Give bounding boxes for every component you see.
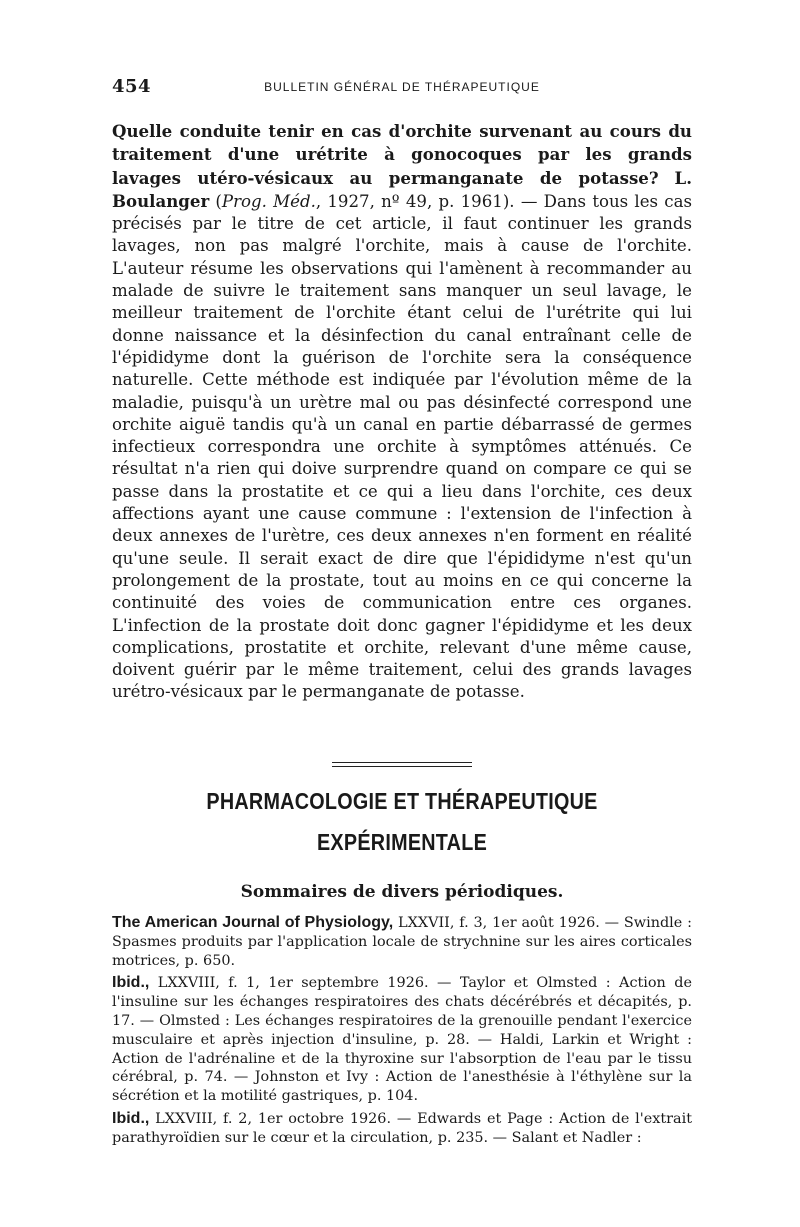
periodical-entry (112, 974, 692, 1106)
periodical-entries (112, 914, 692, 1152)
entry-text: LXXVIII, f. 2, 1er octobre 1926. — Edwards et Page : Action de l'extrait parathyroïdien sur le cœur et la circulation, p. 235. — Salant et Nadler : (112, 1110, 692, 1146)
article-paragraph: Quelle conduite tenir en cas d'orchite survenant au cours du traitement d'une urétrite à gonocoques par les grands lavages utéro-vésicaux au permanganate de potasse? L. Boulanger (Prog. Méd., 1927, nº 49, p. 1961). — Dans tous les cas précisés par le titre de cet article, il faut continuer les grands lavages, non pas malgré l'orchite, mais à cause de l'orchite. L'auteur résume les observations qui l'amènent à recommander au malade de suivre le traitement sans manquer un seul lavage, le meilleur traitement de l'orchite étant celui de l'urétrite qui lui donne naissance et la désinfection du canal entraînant celle de l'épididyme dont la guérison de l'orchite sera la conséquence naturelle. Cette méthode est indiquée par l'évolution même de la maladie, puisqu'à un urètre mal ou pas désinfecté correspond une orchite aiguë tandis qu'à un canal en partie débarrassé de germes infectieux correspondra une orchite à symptômes atténués. Ce résultat n'a rien qui doive surprendre quand on compare ce qui se passe dans la prostatite et ce qui a lieu dans l'orchite, ces deux affections ayant une cause commune : l'extension de l'infection à deux annexes de l'urètre, ces deux annexes n'en forment en réalité qu'une seule. Il serait exact de dire que l'épididyme n'est qu'un prolongement de la prostate, tout au moins en ce qui concerne la continuité des voies de communication entre ces organes. L'infection de la prostate doit donc gagner l'épididyme et les deux complications, prostatite et orchite, relevant d'une même cause, doivent guérir par le même traitement, celui des grands lavages urétro-vésicaux par le permanganate de potasse. (112, 121, 693, 702)
running-title: BULLETIN GÉNÉRAL DE THÉRAPEUTIQUE (264, 80, 540, 94)
article-source-journal: Prog. Méd. (221, 191, 316, 211)
article-abstract (112, 120, 692, 704)
section-title-line2: EXPÉRIMENTALE (316, 829, 488, 855)
entry-journal-lead: The American Journal of Physiology, (112, 914, 394, 931)
section-title-line1: PHARMACOLOGIE ET THÉRAPEUTIQUE (206, 788, 598, 814)
periodical-entry (112, 1110, 692, 1148)
article-question: Quelle conduite tenir en cas d'orchite survenant au cours du traitement d'une urétrite à gonocoques par les grands lavages utéro-vésicaux au permanganate de potasse? (112, 121, 692, 188)
section-divider-bottom (332, 766, 472, 767)
page-header (112, 76, 692, 100)
article-author: L. Boulanger (112, 167, 692, 211)
periodical-entry (112, 914, 692, 970)
section-subtitle: Sommaires de divers périodiques. (240, 882, 564, 902)
page-number: 454 (112, 76, 152, 97)
article-body: Dans tous les cas précisés par le titre de cet article, il faut continuer les grands lavages, non pas malgré l'orchite, mais à cause de l'orchite. L'auteur résume les observations qui l'amènent à recommander au malade de suivre le traitement sans manquer un seul lavage, le meilleur traitement de l'orchite étant celui de l'urétrite qui lui donne naissance et la désinfection du canal entraînant celle de l'épididyme dont la guérison de l'orchite sera la conséquence naturelle. Cette méthode est indiquée par l'évolution même de la maladie, puisqu'à un urètre mal ou pas désinfecté correspond une orchite aiguë tandis qu'à un canal en partie débarrassé de germes infectieux correspondra une orchite à symptômes atténués. Ce résultat n'a rien qui doive surprendre quand on compare ce qui se passe dans la prostatite et ce qui a lieu dans l'orchite, ces deux affections ayant une cause commune : l'extension de l'infection à deux annexes de l'urètre, ces deux annexes n'en forment en réalité qu'une seule. Il serait exact de dire que l'épididyme n'est qu'un prolongement de la prostate, tout au moins en ce qui concerne la continuité des voies de communication entre ces organes. L'infection de la prostate doit donc gagner l'épididyme et les deux complications, prostatite et orchite, relevant d'une même cause, doivent guérir par le même traitement, celui des grands lavages urétro-vésicaux par le permanganate de potasse. (112, 191, 693, 702)
entry-journal-lead: Ibid., (112, 974, 150, 992)
article-source-details: , 1927, nº 49, p. 1961). — (315, 191, 538, 211)
entry-text: LXXVII, f. 3, 1er août 1926. — Swindle : Spasmes produits par l'application locale de strychnine sur les aires corticales motrices, p. 650. (112, 915, 692, 969)
entry-text: LXXVIII, f. 1, 1er septembre 1926. — Taylor et Olmsted : Action de l'insuline sur les échanges respiratoires des chats décérébrés et décapités, p. 17. — Olmsted : Les échanges respiratoires de la grenouille pendant l'exercice musculaire et après injection d'insuline, p. 28. — Haldi, Larkin et Wright : Action de l'adrénaline et de la thyroxine sur l'absorption de l'eau par le tissu cérébral, p. 74. — Johnston et Ivy : Action de l'anesthésie à l'éthylène sur la sécrétion et la motilité gastriques, p. 104. (112, 975, 692, 1105)
entry-journal-lead: Ibid., (112, 1109, 150, 1127)
section-divider-top (332, 762, 472, 763)
